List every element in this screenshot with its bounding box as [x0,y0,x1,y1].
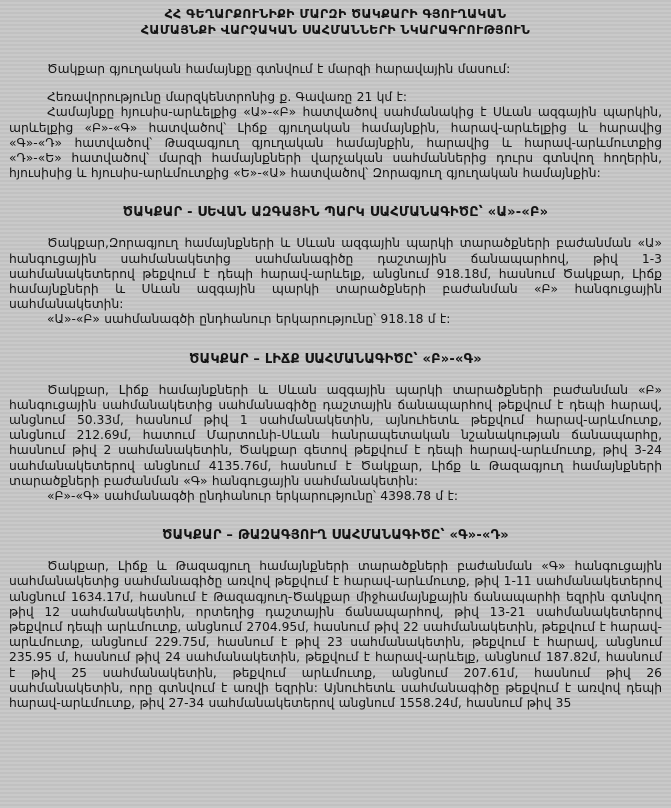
intro-paragraph-distance: Հեռավորությունը մարզկենտրոնից ք. Գավառը 21 կմ է: [47,90,407,105]
intro-paragraph-borders: Համայնքը հյուսիս-արևելքից «Ա»-«Բ» հատվածով սահմանակից է Սևան ազգային պարկին, արևելքից «Բ»-«Գ» հատվածով՝ Լիճք գյուղական համայնքին, հարավ-արևելքից և հարավից «Գ»-«Դ» հատվածով՝ Թազագյուղ գյուղական համայնքին, հարավից և հարավ-արևմուտքից «Դ»-«Ե» հատվածով՝ մարզի համայնքների վարչական սահմաններից դուրս գտնվող հողերին, հյուսիսից և հյուսիս-արևմուտքից «Ե»-«Ա» հատվածով՝ Զորագյուղ գյուղական համայնքին: [9,105,662,181]
intro-paragraph-location: Ծակքար գյուղական համայնքը գտնվում է մարզի հարավային մասում: [47,62,511,76]
section-total-length-lichk: «Բ»-«Գ» սահմանագծի ընդհանուր երկարությունը՝ 4398.78 մ է: [47,489,459,504]
section-body-tazagyugh: Ծակքար, Լիճք և Թազագյուղ համայնքների տարածքների բաժանման «Գ» հանգուցային սահմանակետից սահմանագիծը առվով թեքվում է հարավ-արևմուտք, թիվ 1-11 սահմանակետերով անցնում 1634.17մ, հասնում է Թազագյուղ-Ծակքար միջհամայնքային ճանապարհի եզրին գտնվող թիվ 12 սահմանակետին, որտեղից դաշտային ճանապարհով, թիվ 13-21 սահմանակետերով թեքվում դեպի արևմուտք, անցնում 2704.95մ, հասնում թիվ 22 սահմանակետին, թեքվում է հարավ-արևմուտք, անցնում 229.75մ, հասնում է թիվ 23 սահմանակետին, թեքվում է հարավ, անցնում 235.95 մ, հասնում թիվ 24 սահմանակետին, թեքվում է հարավ-արևելք, անցնում 187.82մ, հասնում է թիվ 25 սահմանակետին, թեքվում արևմուտք, անցնում 207.61մ, հասնում թիվ 26 սահմանակետին, որը գտնվում է առվի եզրին: Այնուհետև սահմանագիծը թեքվում է առվով դեպի հարավ-արևմուտք, թիվ 27-34 սահմանակետերով անցնում 1558.24մ, հասնում թիվ 35 [9,559,662,711]
section-heading-lichk: ԾԱԿՔԱՐ – ԼԻՃՔ ՍԱՀՄԱՆԱԳԻԾԸ՝ «Բ»-«Գ» [189,351,482,367]
section-heading-sevan-park: ԾԱԿՔԱՐ - ՍԵՎԱՆ ԱԶԳԱՅԻՆ ՊԱՐԿ ՍԱՀՄԱՆԱԳԻԾԸ՝ «Ա»-«Բ» [122,205,549,221]
document-title-line-2: ՀԱՄԱՅՆՔԻ ՎԱՐՉԱԿԱՆ ՍԱՀՄԱՆՆԵՐԻ ՆԿԱՐԱԳՐՈՒԹՅՈՒՆ [140,22,531,37]
document-title [9,6,662,38]
section-total-length-sevan-park: «Ա»-«Բ» սահմանագծի ընդհանուր երկարությունը՝ 918.18 մ է: [47,312,451,327]
section-body-lichk: Ծակքար, Լիճք համայնքների և Սևան ազգային պարկի տարածքների բաժանման «Բ» հանգուցային սահմանակետից սահմանագիծը դաշտային ճանապարհով թեքվում է դեպի հարավ, անցնում 50.33մ, հասնում թիվ 1 սահմանակետին, այնուհետև թեքվում հարավ-արևմուտք, անցնում 212.69մ, հատում Մարտունի-Սևան հանրապետական նշանակության ճանապարհը, հասնում թիվ 2 սահմանակետին, Ծակքար գետով թեքվում է դեպի հարավ-արևմուտք, թիվ 3-24 սահմանակետերով անցնում 4135.76մ, հասնում է Ծակքար, Լիճք և Թազագյուղ համայնքների տարածքների բաժանման «Գ» հանգուցային սահմանակետին: [9,382,662,488]
section-heading-tazagyugh: ԾԱԿՔԱՐ – ԹԱԶԱԳՅՈՒՂ ՍԱՀՄԱՆԱԳԻԾԸ՝ «Գ»-«Դ» [162,528,509,544]
section-body-sevan-park: Ծակքար,Զորագյուղ համայնքների և Սևան ազգային պարկի տարածքների բաժանման «Ա» հանգուցային սահմանակետից սահմանագիծը դաշտային ճանապարհով, թիվ 1-3 սահմանակետերով թեքվում է դեպի հարավ-արևելք, անցնում 918.18մ, հասնում Ծակքար, Լիճք համայնքների և Սևան ազգային պարկի տարածքների բաժանման «Բ» հանգուցային սահմանակետին: [9,236,662,312]
document-title-line-1: ՀՀ ԳԵՂԱՐՔՈՒՆԻՔԻ ՄԱՐԶԻ ԾԱԿՔԱՐԻ ԳՅՈՒՂԱԿԱՆ [164,6,507,21]
